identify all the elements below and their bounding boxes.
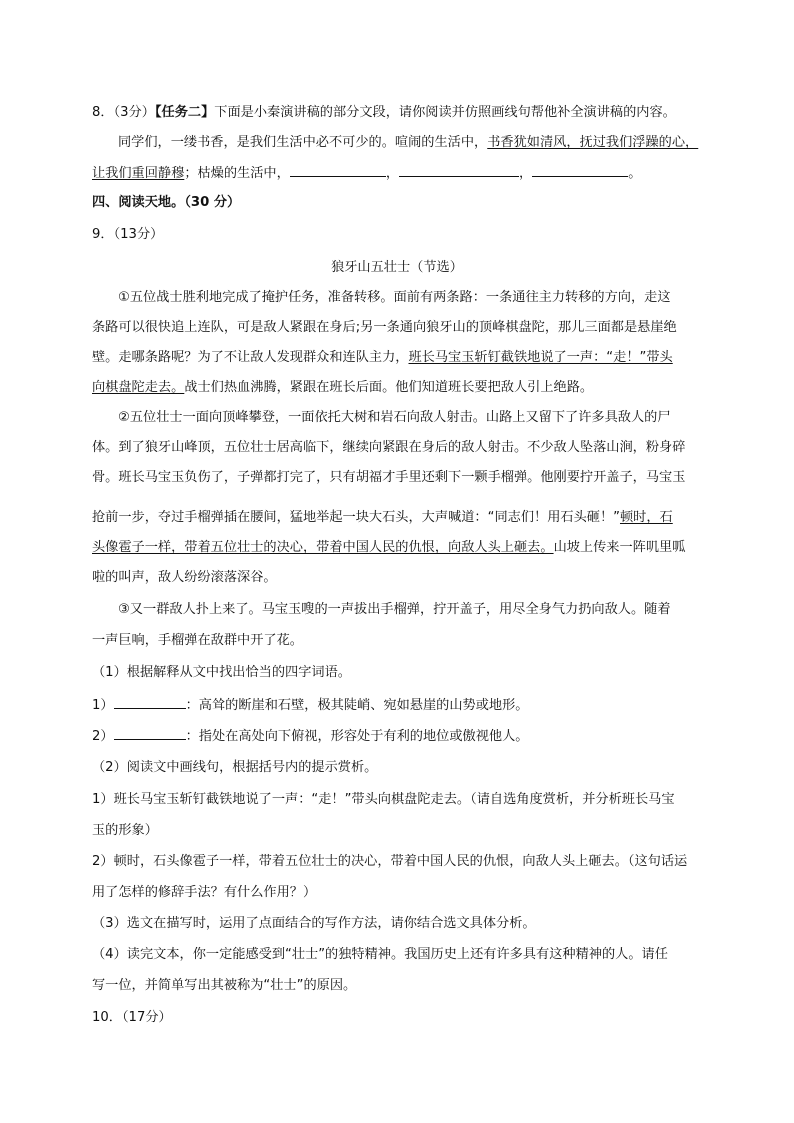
- q8-blank-1[interactable]: [290, 163, 386, 177]
- para2-line3: 骨。班长马宝玉负伤了，子弹都打完了，只有胡福才手里还剩下一颗手榴弹。他刚要拧开盖子，马宝玉: [92, 470, 686, 485]
- q8-passage-text: 同学们，一缕书香，是我们生活中必不可少的。喧闹的生活中，: [118, 135, 488, 150]
- para1-line1: ①五位战士胜利地完成了掩护任务，准备转移。面前有两条路：一条通往主力转移的方向，走这: [118, 290, 671, 305]
- para2-line2: 体。到了狼牙山峰顶，五位壮士居高临下，继续向紧跟在身后的敌人射击。不少敌人坠落山涧，粉身碎: [92, 440, 686, 455]
- q8-underlined-sentence: 书香犹如清风，抚过我们浮躁的心，: [487, 135, 699, 150]
- sub1-item1: [92, 695, 528, 716]
- q10-number: 10．（17分）: [92, 1010, 172, 1025]
- q8-passage-text-2: ；枯燥的生活中，: [184, 166, 290, 181]
- para1-line2: 条路可以很快追上连队，可是敌人紧跟在身后;另一条通向狼牙山的顶峰棋盘陀，那儿三面都是悬崖绝: [92, 320, 677, 335]
- sub1-item1-definition: ：高耸的断崖和石壁，极其陡峭、宛如悬崖的山势或地形。: [185, 698, 529, 713]
- q8-passage-line2: [92, 163, 641, 184]
- para2-text: 抢前一步，夺过手榴弹插在腰间，猛地举起一块大石头，大声喊道：“同志们！用石头砸！”: [92, 510, 620, 525]
- sub4-line1: （4）读完文本，你一定能感受到“壮士”的独特精神。我国历史上还有许多具有这种精神的人。请任: [92, 947, 668, 962]
- q8-underlined-sentence-end: 让我们重回静穆: [92, 166, 185, 181]
- q8-comma-1: ，: [385, 166, 399, 181]
- sub1-blank-2[interactable]: [114, 726, 186, 740]
- para2-line1: ②五位壮士一面向顶峰攀登，一面依托大树和岩石向敌人射击。山路上又留下了许多具敌人的尸: [118, 410, 671, 425]
- q8-blank-3[interactable]: [532, 163, 628, 177]
- para1-underlined-sentence: 班长马宝玉斩钉截铁地说了一声：“走！”带头: [408, 350, 673, 365]
- q8-number: 8．: [92, 105, 114, 120]
- para3-line2: 一声巨响，手榴弹在敌群中开了花。: [92, 633, 303, 648]
- para2-text-end: 山坡上传来一阵叽里呱: [553, 540, 686, 555]
- sub1-item2-definition: ：指处在高处向下俯视，形容处于有利的地位或傲视他人。: [185, 729, 529, 744]
- q9-number: 9．（13分）: [92, 227, 164, 242]
- q8-task-label: 【任务二】: [154, 105, 215, 120]
- sub2-label: （2）阅读文中画线句，根据括号内的提示赏析。: [92, 760, 378, 775]
- q8-comma-2: ，: [519, 166, 533, 181]
- q8-prompt: 下面是小秦演讲稿的部分文段，请你阅读并仿照画线句帮他补全演讲稿的内容。: [214, 105, 676, 120]
- para2-line6: 啦的叫声，敌人纷纷滚落深谷。: [92, 570, 277, 585]
- para1-text: 壁。走哪条路呢？为了不让敌人发现群众和连队主力，: [92, 350, 409, 365]
- q8-header: [92, 103, 676, 123]
- sub1-blank-1[interactable]: [114, 695, 186, 709]
- para2-underlined-sentence-end: 头像雹子一样，带着五位壮士的决心，带着中国人民的仇恨，向敌人头上砸去。: [92, 540, 554, 555]
- q8-period: 。: [628, 166, 642, 181]
- q8-passage-line1: [118, 133, 698, 153]
- sub1-label: （1）根据解释从文中找出恰当的四字词语。: [92, 665, 351, 680]
- sub2-item1-line2: 玉的形象）: [92, 823, 158, 838]
- para1-underlined-sentence-end: 向棋盘陀走去。: [92, 380, 185, 395]
- sub1-item2-number: 2）: [92, 729, 114, 744]
- sub4-line2: 写一位，并简单写出其被称为“壮士”的原因。: [92, 978, 357, 993]
- sub1-item1-number: 1）: [92, 698, 114, 713]
- sub3-question: （3）选文在描写时，运用了点面结合的写作方法，请你结合选文具体分析。: [92, 916, 536, 931]
- q8-blank-2[interactable]: [399, 163, 519, 177]
- sub2-item1-line1: 1）班长马宝玉斩钉截铁地说了一声：“走！”带头向棋盘陀走去。（请自选角度赏析，并分析班长马宝: [92, 792, 675, 807]
- para2-line4: [92, 508, 673, 528]
- q8-score: （3分）: [113, 105, 155, 120]
- para3-line1: ③又一群敌人扑上来了。马宝玉嗖的一声拔出手榴弹，拧开盖子，用尽全身气力扔向敌人。随着: [118, 602, 671, 617]
- section4-heading: 四、阅读天地。（30 分）: [92, 195, 241, 210]
- passage-title: 狼牙山五壮士（节选）: [331, 260, 463, 275]
- para1-text-end: 战士们热血沸腾，紧跟在班长后面。他们知道班长要把敌人引上绝路。: [184, 380, 594, 395]
- para1-line3: [92, 348, 673, 368]
- para2-underlined-sentence: 顿时，石: [619, 510, 673, 525]
- sub1-item2: [92, 726, 528, 747]
- para1-line4: [92, 378, 593, 398]
- para2-line5: [92, 538, 685, 558]
- sub2-item2-line1: 2）顿时，石头像雹子一样，带着五位壮士的决心，带着中国人民的仇恨，向敌人头上砸去。（这句话运: [92, 854, 688, 869]
- sub2-item2-line2: 用了怎样的修辞手法？有什么作用？）: [92, 885, 317, 900]
